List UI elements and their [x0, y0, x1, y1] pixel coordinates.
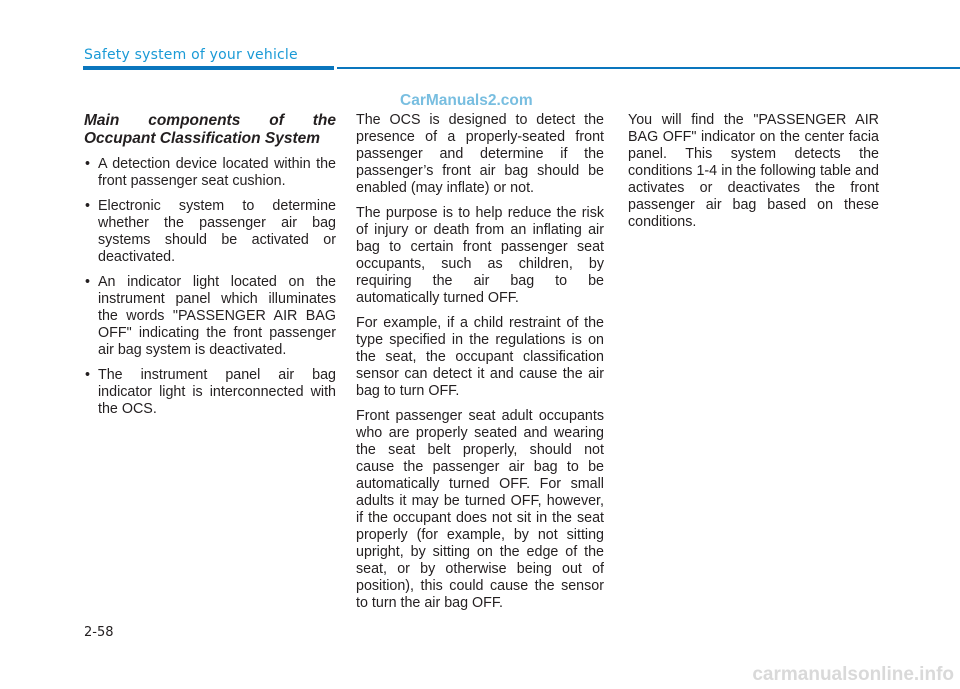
list-item [84, 367, 336, 418]
page-number: 2-58 [84, 625, 114, 640]
list-item [84, 156, 336, 190]
site-watermark: carmanualsonline.info [752, 664, 954, 685]
header-rule-thin [337, 67, 960, 69]
header-rule-thick [83, 66, 334, 70]
carmanuals-watermark: CarManuals2.com [400, 92, 533, 109]
list-item-text: The instrument panel air bag indicator light is interconnected with the OCS. [98, 367, 336, 417]
list-item-text: An indicator light located on the instrument panel which illuminates the words "PASSENGER AIR BAG OFF" indicating the front passenger air bag system is deactivated. [98, 274, 336, 358]
bullet-icon: • [85, 274, 91, 290]
list-item [84, 274, 336, 359]
section-title: Safety system of your vehicle [84, 47, 298, 63]
paragraph: For example, if a child restraint of the type specified in the regulations is on the seat, the occupant classification sensor can detect it and cause the air bag to turn OFF. [356, 315, 604, 399]
bullet-icon: • [85, 156, 91, 172]
right-column [628, 112, 879, 239]
left-column [84, 112, 336, 426]
paragraph: Front passenger seat adult occupants who are properly seated and wearing the seat belt properly, should not cause the passenger air bag to be automatically turned OFF. For small adults it may be turned OFF, however, if the occupant does not sit in the seat properly (for example, by not sitting upright, by sitting on the edge of the seat, or by otherwise being out of position), this could cause the sensor to turn the air bag OFF. [356, 408, 604, 611]
paragraph: The purpose is to help reduce the risk of injury or death from an inflating air bag to certain front passenger seat occupants, such as children, by requiring the air bag to be automatically turned OFF. [356, 205, 604, 306]
section-heading: Main components of the Occupant Classification System [84, 112, 336, 147]
list-item-text: Electronic system to determine whether the passenger air bag systems should be activated or deactivated. [98, 198, 336, 265]
list-item [84, 198, 336, 266]
paragraph: The OCS is designed to detect the presence of a properly-seated front passenger and determine if the passenger’s front air bag should be enabled (may inflate) or not. [356, 112, 604, 196]
bullet-icon: • [85, 367, 91, 383]
bullet-icon: • [85, 198, 91, 214]
middle-column [356, 112, 604, 620]
component-list [84, 156, 336, 418]
list-item-text: A detection device located within the front passenger seat cushion. [98, 156, 336, 189]
paragraph: You will find the "PASSENGER AIR BAG OFF" indicator on the center facia panel. This system detects the conditions 1-4 in the following table and activates or deactivates the front passenger air bag based on these conditions. [628, 112, 879, 230]
